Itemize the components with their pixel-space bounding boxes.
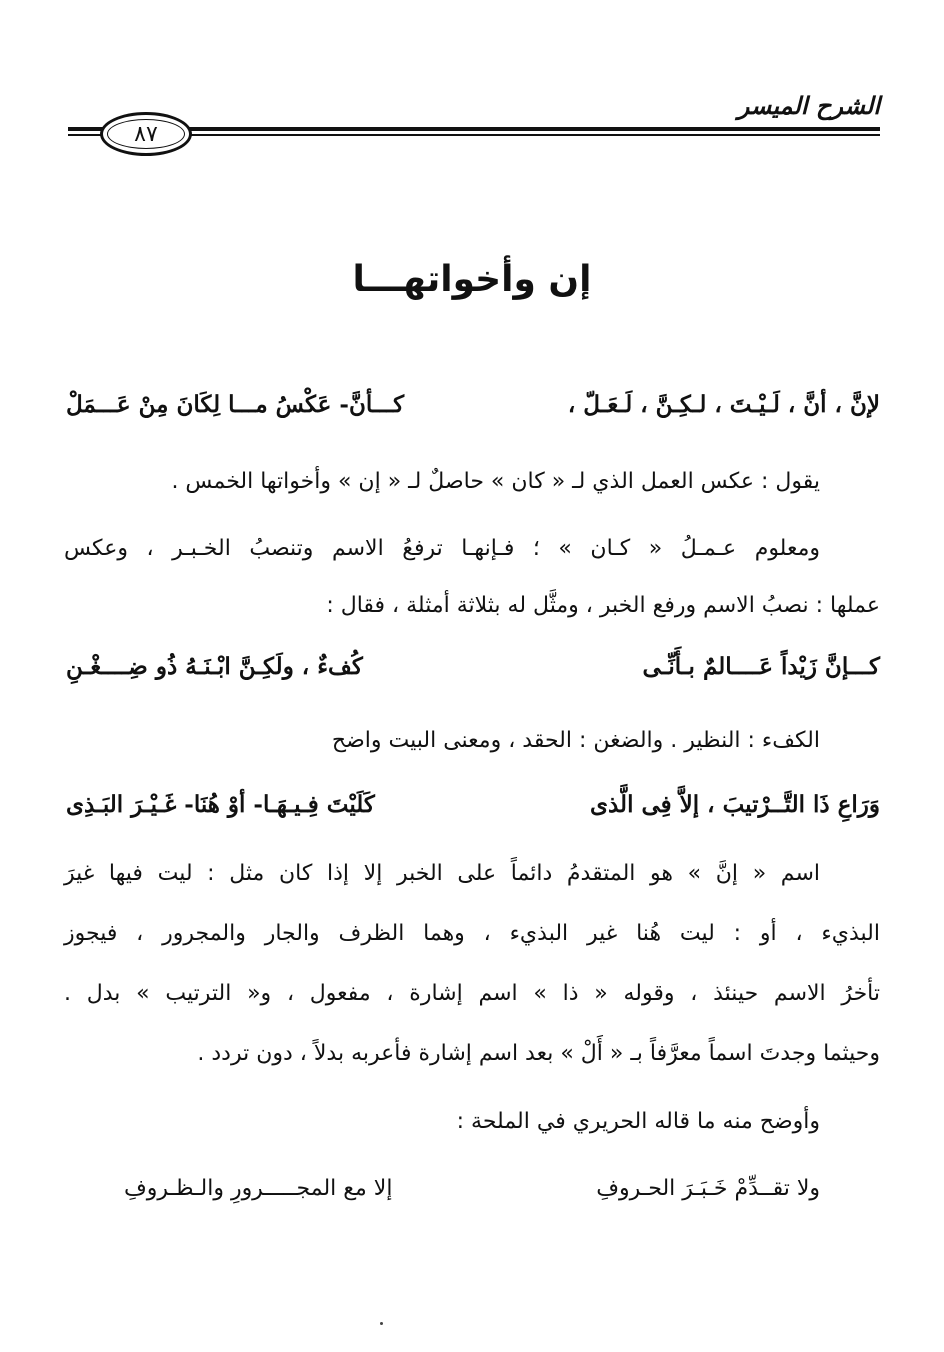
running-title: الشرح الميسر bbox=[737, 92, 880, 120]
page-number: ٨٧ bbox=[134, 121, 158, 147]
verse-hemistich-first: كـــإنَّ زَيْداً عَــــالمٌ بـأَنِّـى bbox=[642, 653, 880, 680]
prose-line: البذيء ، أو : ليت هُنا غير البذيء ، وهما الظرف والجار والمجرور ، فيجوز bbox=[64, 921, 880, 946]
bottom-dot bbox=[380, 1322, 383, 1325]
verse-line bbox=[66, 652, 880, 682]
prose-line: ومعلوم عـمـلُ « كـان » ؛ فـإنهـا ترفعُ الاسم وتنصبُ الخـبـر ، وعكس bbox=[64, 536, 820, 561]
verse-hemistich-second: إلا مع المجـــــرورِ والـظـروفِ bbox=[124, 1176, 393, 1201]
verse-line bbox=[124, 1175, 820, 1204]
prose-line: الكفء : النظير . والضغن : الحقد ، ومعنى البيت واضح bbox=[331, 728, 820, 753]
verse-hemistich-first: وَرَاعِ ذَا التَّــرْتيبَ ، إلاَّ فِى الَّذى bbox=[589, 791, 880, 818]
verse-hemistich-second: كُفءٌ ، ولَكِـنَّ ابْـنَـهُ ذُو ضِــــغْـنِ bbox=[66, 653, 363, 680]
verse-line bbox=[66, 390, 880, 420]
prose-line: اسم « إنَّ » هو المتقدمُ دائماً على الخبر إلا إذا كان مثل : ليت فيها غيرَ bbox=[64, 861, 820, 886]
verse-hemistich-second: كَلَيْتَ فِـيـهَـا- أوْ هُنَا- غَـيْـرَ البَـذِى bbox=[66, 791, 375, 818]
verse-hemistich-first: لإنَّ ، أنَّ ، لَـيْـتَ ، لـكِـنَّ ، لَـعَـلّ ، bbox=[567, 391, 880, 418]
prose-line: وحيثما وجدتَ اسماً معرَّفاً بـ « أَلْ » بعد اسم إشارة فأعربه بدلاً ، دون تردد . bbox=[197, 1041, 880, 1066]
page-header bbox=[0, 0, 944, 170]
prose-line: يقول : عكس العمل الذي لـ « كان » حاصلٌ لـ « إن » وأخواتها الخمس . bbox=[171, 469, 820, 494]
chapter-title: إن وأخواتهـــا bbox=[352, 259, 592, 300]
prose-line: تأخرُ الاسم حينئذ ، وقوله « ذا » اسم إشارة ، مفعول ، و« الترتيب » بدل . bbox=[64, 981, 880, 1006]
verse-hemistich-first: ولا تقــدِّمْ خَـبَـرَ الحـروفِ bbox=[596, 1176, 820, 1201]
verse-line bbox=[66, 790, 880, 820]
prose-line: عملها : نصبُ الاسم ورفع الخبر ، ومثَّل له بثلاثة أمثلة ، فقال : bbox=[326, 593, 880, 618]
prose-line: وأوضح منه ما قاله الحريري في الملحة : bbox=[456, 1109, 820, 1134]
verse-hemistich-second: كـــأنَّ- عَكْسُ مـــا لِكَانَ مِنْ عَـــمَلْ bbox=[66, 391, 405, 418]
page-number-badge bbox=[100, 112, 192, 156]
